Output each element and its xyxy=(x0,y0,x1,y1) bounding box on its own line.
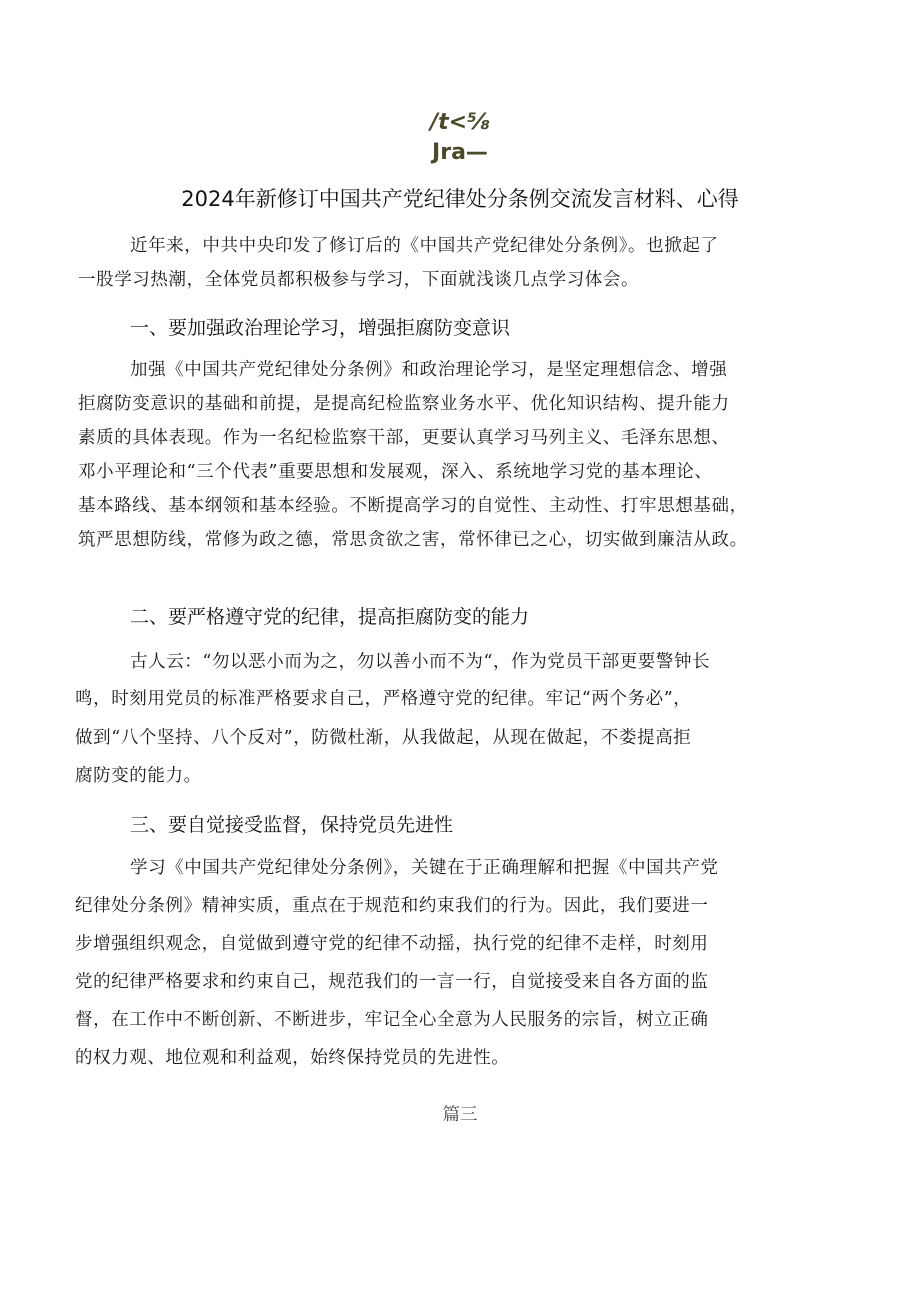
paragraph-line: 纪律处分条例》精神实质，重点在于规范和约束我们的行为。因此，我们要进一 xyxy=(75,896,709,916)
paragraph-line: 加强《中国共产党纪律处分条例》和政治理论学习，是坚定理想信念、增强 xyxy=(130,360,728,380)
paragraph-line: 拒腐防变意识的基础和前提，是提高纪检监察业务水平、优化知识结构、提升能力 xyxy=(78,394,730,414)
paragraph-line: 古人云：“勿以恶小而为之，勿以善小而不为“，作为党员干部更要警钟长 xyxy=(130,652,711,672)
paragraph-line: 腐防变的能力。 xyxy=(75,766,202,786)
paragraph-line: 邓小平理论和“三个代表”重要思想和发展观，深入、系统地学习党的基本理论、 xyxy=(78,462,713,482)
section-3-paragraph xyxy=(0,851,920,1075)
paragraph-line: 学习《中国共产党纪律处分条例》，关键在于正确理解和把握《中国共产党 xyxy=(130,858,719,878)
header-mark-top: /t<⅝ xyxy=(430,110,490,135)
paragraph-line: 督，在工作中不断创新、不断进步，牢记全心全意为人民服务的宗旨，树立正确 xyxy=(75,1010,709,1030)
paragraph-line: 做到“八个坚持、八个反对”，防微杜渐，从我做起，从现在做起，不娄提高拒 xyxy=(75,728,692,748)
section-heading-2: 二、要严格遵守党的纪律，提高拒腐防变的能力 xyxy=(130,606,530,628)
paragraph-line: 一股学习热潮，全体党员都积极参与学习，下面就浅谈几点学习体会。 xyxy=(78,270,640,290)
paragraph-line: 的权力观、地位观和利益观，始终保持党员的先进性。 xyxy=(75,1048,510,1068)
intro-paragraph xyxy=(0,229,920,297)
section-1-paragraph xyxy=(0,353,920,557)
paragraph-line: 基本路线、基本纲领和基本经验。不断提高学习的自觉性、主动性、打牢思想基础， xyxy=(78,496,748,516)
header-mark-bottom: Jra— xyxy=(432,140,488,165)
section-heading-1: 一、要加强政治理论学习，增强拒腐防变意识 xyxy=(130,317,511,339)
paragraph-line: 步增强组织观念，自觉做到遵守党的纪律不动摇，执行党的纪律不走样，时刻用 xyxy=(75,934,709,954)
paragraph-line: 党的纪律严格要求和约束自己，规范我们的一言一行，自觉接受来自各方面的监 xyxy=(75,972,709,992)
section-2-paragraph xyxy=(0,645,920,793)
paragraph-line: 鸣，时刻用党员的标准严格要求自己，严格遵守党的纪律。牢记“两个务必”， xyxy=(75,689,692,709)
paragraph-line: 素质的具体表现。作为一名纪检监察干部，更要认真学习马列主义、毛泽东思想、 xyxy=(78,428,730,448)
paragraph-line: 筑严思想防线，常修为政之德，常思贪欲之害，常怀律已之心，切实做到廉洁从政。 xyxy=(78,530,748,550)
section-heading-3: 三、要自觉接受监督，保持党员先进性 xyxy=(130,814,454,836)
document-title: 2024年新修订中国共产党纪律处分条例交流发言材料、心得 xyxy=(181,187,739,211)
paragraph-line: 近年来，中共中央印发了修订后的《中国共产党纪律处分条例》。也掀起了 xyxy=(130,236,719,256)
section-marker: 篇三 xyxy=(442,1105,478,1125)
